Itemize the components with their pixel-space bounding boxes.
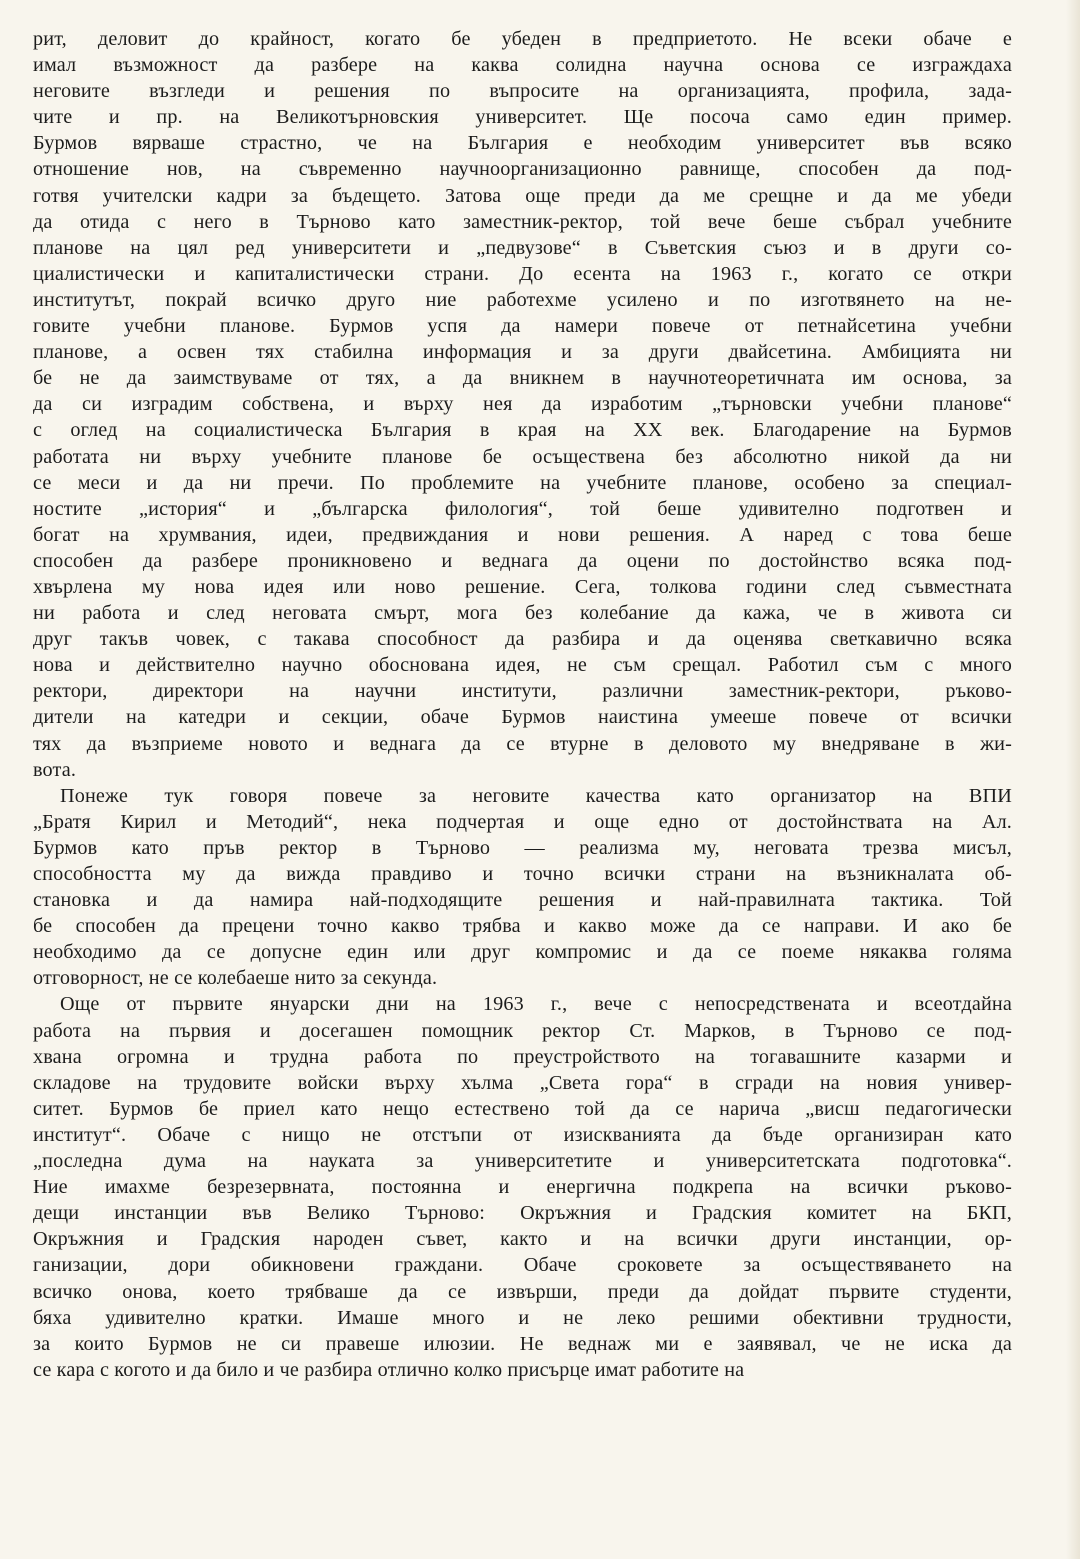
text-line: хвърлена му нова идея или ново решение. Сега, толкова години след съвместната — [33, 575, 1012, 598]
paragraph — [33, 991, 1012, 1382]
text-line: всичко онова, което трябваше да се извърши, преди да дойдат първите студенти, — [33, 1280, 1012, 1303]
text-line: се кара с когото и да било и че разбира отлично колко присърце имат работите на — [33, 1358, 745, 1381]
text-line: планове, а освен тях стабилна информация и за други двайсетина. Амбицията ни — [33, 341, 1012, 364]
text-line: Бурмов като пръв ректор в Търново — реализма му, неговата трезва мисъл, — [33, 836, 1012, 859]
text-line: складове на трудовите войски върху хълма „Света гора“ в сгради на новия универ- — [33, 1071, 1012, 1094]
text-line: ректори, директори на научни институти, различни заместник-ректори, ръково- — [33, 680, 1012, 703]
text-line: становка и да намира най-подходящите решения и най-правилната тактика. Той — [33, 889, 1012, 912]
text-line: институтът, покрай всичко друго ние работехме усилено и по изготвянето на не- — [33, 288, 1012, 311]
text-line: Още от първите януарски дни на 1963 г., вече с непосредствената и всеотдайна — [60, 993, 1012, 1016]
text-line: нова и действително научно обоснована идея, не съм срещал. Работил съм с много — [33, 654, 1012, 677]
text-line: друг такъв човек, с такава способност да разбира и да оценява светкавично всяка — [33, 628, 1012, 651]
text-line: рит, деловит до крайност, когато бе убеден в предприетото. Не всеки обаче е — [33, 28, 1012, 50]
text-line: Ние имахме безрезервната, постоянна и енергична подкрепа на всички ръково- — [33, 1176, 1012, 1199]
text-line: циалистически и капиталистически страни. До есента на 1963 г., когато се откри — [33, 262, 1012, 285]
text-line: за които Бурмов не си правеше илюзии. Не веднаж ми е заявявал, че не иска да — [33, 1332, 1012, 1355]
text-line: институт“. Обаче с нищо не отстъпи от изискванията да бъде организиран като — [33, 1123, 1012, 1146]
text-line: бяха удивително кратки. Имаше много и не леко решими обективни трудности, — [33, 1306, 1012, 1329]
text-line: хвана огромна и трудна работа по преустройството на тогавашните казарми и — [33, 1045, 1012, 1068]
text-line: дители на катедри и секции, обаче Бурмов наистина умееше повече от всички — [33, 706, 1012, 729]
text-line: вота. — [33, 758, 77, 781]
text-line: дещи инстанции във Велико Търново: Окръжния и Градския комитет на БКП, — [33, 1202, 1012, 1225]
text-line: „Братя Кирил и Методий“, нека подчертая и още едно от достойнствата на Ал. — [33, 810, 1012, 833]
text-line: неговите възгледи и решения по въпросите на организацията, профила, зада- — [33, 80, 1012, 103]
text-line: ни работа и след неговата смърт, мога без колебание да кажа, че в живота си — [33, 602, 1012, 625]
text-line: готвя учителски кадри за бъдещето. Затова още преди да ме срещне и да ме убеди — [33, 184, 1012, 207]
text-line: Окръжния и Градския народен съвет, както и на всички други инстанции, ор- — [33, 1228, 1012, 1251]
text-line: с оглед на социалистическа България в края на XX век. Благодарение на Бурмов — [33, 419, 1012, 442]
text-line: да отида с него в Търново като заместник-ректор, той вече беше събрал учебните — [33, 210, 1012, 233]
page-edge-shadow — [1066, 0, 1080, 1559]
text-line: способен да разбере проникновено и веднага да оцени по достойнство всяка под- — [33, 549, 1012, 572]
body-text — [33, 26, 1012, 1383]
text-line: „последна дума на науката за университетите и университетската подготовка“. — [33, 1150, 1012, 1173]
text-line: богат на хрумвания, идеи, предвиждания и нови решения. А наред с това беше — [33, 523, 1012, 546]
text-line: бе способен да прецени точно какво трябва и какво може да се направи. И ако бе — [33, 915, 1012, 938]
text-line: способността му да вижда правдиво и точно всички страни на възникналата об- — [33, 863, 1012, 885]
text-line: говите учебни планове. Бурмов успя да намери повече от петнайсетина учебни — [33, 315, 1012, 338]
paragraph — [33, 783, 1012, 992]
text-line: отношение нов, на съвременно научноорганизационно равнище, способен да под- — [33, 158, 1012, 181]
text-line: се меси и да ни пречи. По проблемите на учебните планове, особено за специал- — [33, 471, 1012, 494]
text-line: ситет. Бурмов бе приел като нещо естествено той да се нарича „висш педагогически — [33, 1097, 1012, 1120]
text-line: необходимо да се допусне един или друг компромис и да се поеме някаква голяма — [33, 941, 1012, 964]
text-line: ганизации, дори обикновени граждани. Обаче сроковете за осъществяването на — [33, 1254, 1012, 1277]
text-line: да си изградим собствена, и върху нея да изработим „търновски учебни планове“ — [33, 393, 1012, 416]
text-line: Понеже тук говоря повече за неговите качества като организатор на ВПИ — [60, 784, 1012, 807]
text-line: бе не да заимствуваме от тях, а да вникнем в научнотеоретичната им основа, за — [33, 367, 1012, 390]
text-line: работа на първия и досегашен помощник ректор Ст. Марков, в Търново се под- — [33, 1019, 1012, 1042]
text-line: планове на цял ред университети и „педвузове“ в Съветския съюз и в други со- — [33, 236, 1012, 259]
text-line: отговорност, не се колебаеше нито за секунда. — [33, 967, 438, 990]
text-line: имал възможност да разбере на каква солидна научна основа се изграждаха — [33, 54, 1012, 77]
text-line: работата ни върху учебните планове бе осъществена без абсолютно никой да ни — [33, 445, 1012, 468]
text-line: ностите „история“ и „българска филология“, той беше удивително подготвен и — [33, 497, 1012, 520]
text-line: тях да възприеме новото и веднага да се втурне в деловото му внедряване в жи- — [33, 732, 1012, 755]
paragraph — [33, 26, 1012, 783]
text-line: Бурмов вярваше страстно, че на България е необходим университет във всяко — [33, 132, 1012, 155]
text-line: чите и пр. на Великотърновския университет. Ще посоча само един пример. — [33, 106, 1012, 129]
